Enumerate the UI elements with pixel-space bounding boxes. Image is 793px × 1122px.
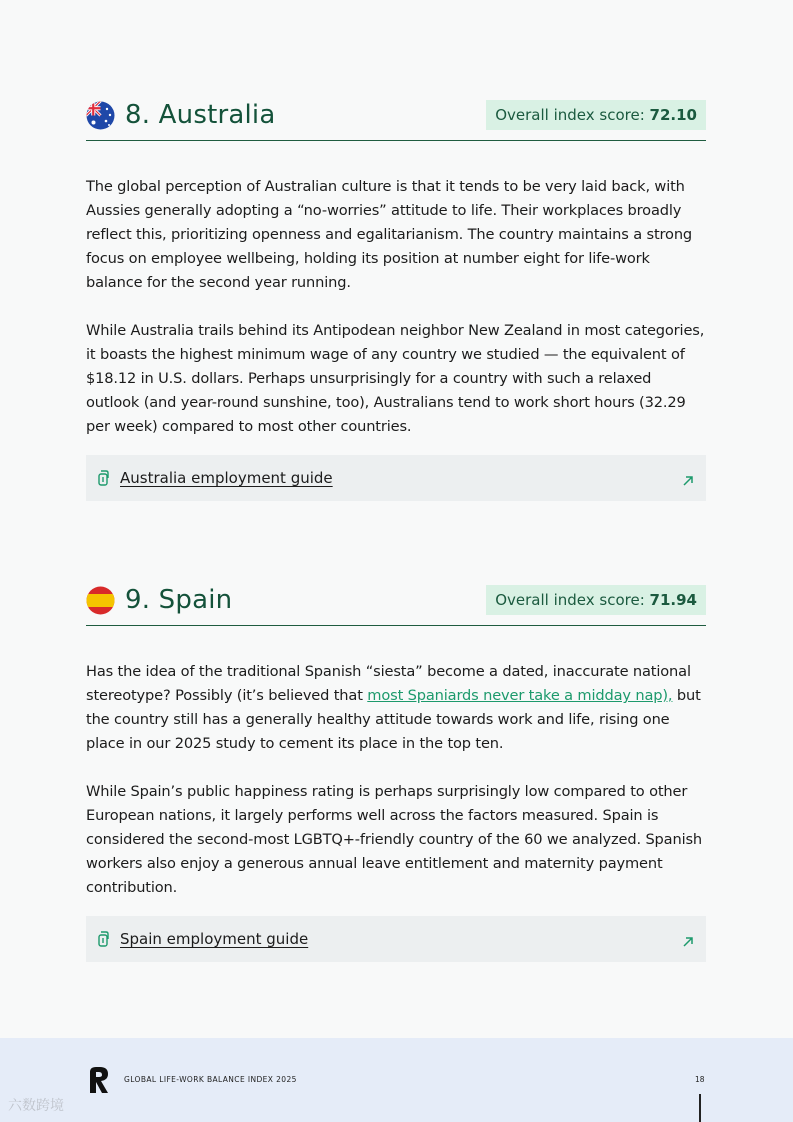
remote-logo-icon: [88, 1066, 110, 1094]
divider: [699, 1094, 701, 1122]
section-header: [86, 98, 706, 141]
score-label: Overall index score:: [495, 591, 645, 609]
page-number: 18: [695, 1075, 705, 1084]
score-value: 71.94: [649, 591, 697, 609]
guide-link-text[interactable]: Spain employment guide: [120, 930, 309, 948]
score-label: Overall index score:: [495, 106, 645, 124]
inline-link-siesta[interactable]: most Spaniards never take a midday nap),: [367, 687, 673, 704]
employment-guide-link-box[interactable]: [86, 916, 706, 962]
title-wrap: [86, 100, 275, 130]
arrow-up-right-icon[interactable]: [682, 933, 694, 945]
footer-label: GLOBAL LIFE-WORK BALANCE INDEX 2025: [124, 1075, 297, 1084]
page-footer: [0, 1038, 793, 1122]
document-icon: [96, 930, 113, 948]
spain-flag-icon: [86, 586, 115, 615]
paragraph: [86, 660, 706, 756]
section-title: 9. Spain: [125, 585, 233, 615]
paragraph: The global perception of Australian culture is that it tends to be very laid back, with Aussies generally adopting a “no-worries” attitude to life. Their workplaces broadly reflect this, prioritizing openness and egalitarianism. The country maintains a strong focus on employee wellbeing, holding its position at number eight for life-work balance for the second year running.: [86, 178, 693, 291]
score-badge: [486, 100, 706, 130]
title-wrap: [86, 585, 232, 615]
document-icon: [96, 469, 113, 487]
country-section-australia: [86, 98, 706, 501]
section-header: [86, 583, 706, 626]
country-section-spain: [86, 583, 706, 962]
paragraph: While Australia trails behind its Antipodean neighbor New Zealand in most categories, it boasts the highest minimum wage of any country we studied — the equivalent of $18.12 in U.S. dollars. Perhaps unsurprisingly for a country with such a relaxed outlook (and year-round sunshine, too), Australians tend to work short hours (32.29 per week) compared to most other countries.: [86, 322, 705, 435]
score-badge: [486, 585, 706, 615]
arrow-up-right-icon[interactable]: [682, 472, 694, 484]
score-value: 72.10: [649, 106, 697, 124]
watermark-text: 六数跨境: [8, 1098, 64, 1114]
employment-guide-link-box[interactable]: [86, 455, 706, 501]
paragraph: While Spain’s public happiness rating is perhaps surprisingly low compared to other European nations, it largely performs well across the factors measured. Spain is considered the second-most LGBTQ+-friendly country of the 60 we analyzed. Spanish workers also enjoy a generous annual leave entitlement and maternity payment contribution.: [86, 783, 703, 896]
guide-link-text[interactable]: Australia employment guide: [120, 469, 333, 487]
paragraph-text: but the country still has a generally healthy attitude towards work and life, rising one place in our 2025 study to cement its place in the top ten.: [86, 687, 701, 752]
australia-flag-icon: [86, 101, 115, 130]
section-title: 8. Australia: [125, 100, 276, 130]
paragraph-text: Has the idea of the traditional Spanish “siesta” become a dated, inaccurate national stereotype? Possibly (it’s believed that: [86, 663, 691, 704]
